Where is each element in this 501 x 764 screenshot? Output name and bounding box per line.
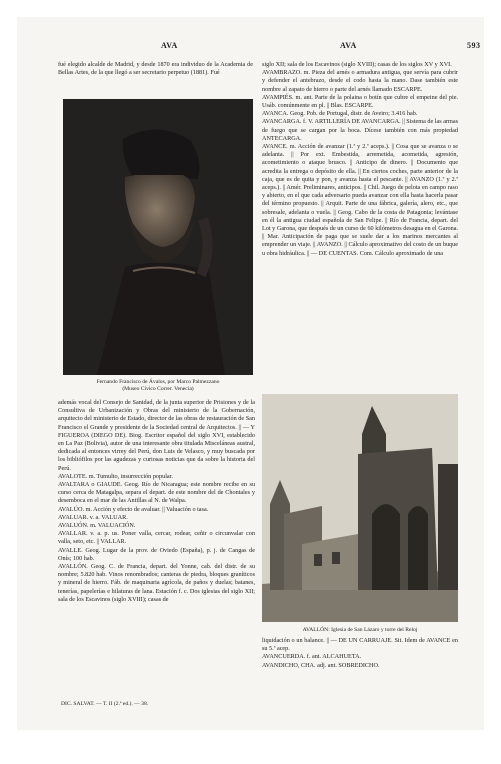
entry-avalote: AVALOTE. m. Tumulto, insurrección popular.	[58, 472, 173, 480]
entry-avalle: AVALLE. Geog. Lugar de la prov. de Oviedo (España), p. j. de Cangas de Onís; 100 hab.	[58, 546, 255, 562]
left-column-top	[58, 61, 253, 95]
entry-avance: AVANCE. m. Acción de avanzar (1.ª y 2.ª aceps.). || Cosa que se avanza o se adelanta. || Por ext. Embestida, arremetida, acometida, agresión, acometimiento o ataque brusco. || Anticipo de dinero. || Documento que acredita la entrega o depósito de ella. || En ciertos coches, parte anterior de la caja, que es de quita y pon, y avanza hasta el pescante. || AVANZO (1.ª y 2.ª aceps.). || Amér. Preliminares, anticipos. || Chil. Juego de pelota en campo raso y abierto, en el que cada adversario pueda avanzar con ella hasta hacerla pasar del término propuesto. || Arquit. Parte de una fábrica, galería, alero, etc., que sobresale, adelanta o vuela. || Geog. Cabo de la costa de Patagonia; levántase en él la antigua ciudad española de San Felipe. || Río de Francia, depart. del Lot y Garona, que después de un curso de 60 kilómetros desagua en el Garona. || Mar. Anticipación de paga que se suele dar a los marinos mercantes al emprender un viaje. || AVANZO. || Cálculo aproximativo del costo de un buque u obra hidráulica. || — DE CUENTAS. Com. Cálculo aproximado de una	[262, 143, 458, 257]
running-head-center: AVA	[340, 41, 357, 50]
dictionary-page	[17, 17, 484, 730]
church-caption: AVALLÓN: Iglesia de San Lázaro y torre del Reloj	[302, 627, 418, 633]
page-number: 593	[467, 41, 481, 50]
portrait-caption	[63, 379, 253, 393]
portrait-image	[63, 99, 253, 375]
entry-avaluo: AVALÚO. m. Acción y efecto de avaluar. || Valuación o tasa.	[58, 505, 209, 513]
entry-avanca: AVANCA. Geog. Pob. de Portugal, distr. de Aveiro; 3.416 hab.	[262, 110, 418, 118]
portrait-caption-line: (Museo Cívico Correr. Venecia)	[122, 386, 194, 392]
entry-avallar: AVALLAR. v. a. p. us. Poner valla, cercar, rodear, ceñir o circunvalar con valla, seto, etc. || VALLAR.	[58, 530, 255, 546]
portrait-caption-line: Fernando Francisco de Ávalos, por Marco Palmezzano	[96, 379, 220, 385]
paragraph: además vocal del Consejo de Sanidad, de la junta superior de Prisiones y de la Consultiva de Urbanización y Obras del ministerio de la Gobernación, arquitecto del ministerio de Estado, director de las obras de restauración de San Francisco el Grande y presidente de la Sociedad central de Arquitectos. || — Y FIGUEROA (DIEGO DE). Biog. Escritor español del siglo XVI, establecido en La Paz (Bolivia), autor de una interesante obra titulada Misceláneas austral, dedicada al entonces virrey del Perú, don Luis de Velasco, y muy buscada por los bibliófilos por las agudezas y curiosas noticias que da sobre la historia del Perú.	[58, 399, 255, 472]
paragraph: fué elegido alcalde de Madrid, y desde 1870 era individuo de la Academia de Bellas Artes, de la que llegó a ser secretario perpetuo (1881). Fué	[58, 61, 253, 77]
entry-avancuerda: AVANCUERDA. f. ant. ALCAHUETA.	[262, 653, 362, 661]
entry-avambrazo: AVAMBRAZO. m. Pieza del arnés o armadura antigua, que servía para cubrir y defender el antebrazo, desde el codo hasta la mano. Dase también este nombre al zapato de hierro o parte del arnés llamado ESCARPE.	[262, 69, 458, 93]
paragraph: liquidación o un balance. || — DE UN CARRUAJE. Sit. Idem de AVANCE en su 5.ª acep.	[262, 637, 458, 653]
right-column-top	[262, 61, 458, 389]
entry-avandicho: AVANDICHO, CHA. adj. ant. SOBREDICHO.	[262, 661, 380, 669]
entry-avaluon: AVALUÓN. m. VALUACIÓN.	[58, 522, 136, 530]
paragraph: siglo XII; sala de los Escavinos (siglo XVIII); casas de los siglos XV y XVI.	[262, 61, 452, 68]
entry-avallon: AVALLÓN. Geog. C. de Francia, depart. del Yonne, cab. del distr. de su nombre; 5.820 hab. Vinos renombrados; canteras de piedra, bloques graníticos y mineral de hierro. Fáb. de maquinaria agrícola, de paños y duelas; batanes, tenerías, papelerías e hilaturas de lana. Estación f. c. Dos iglesias del siglo XII; sala de los Escavinos (siglo XVIII); casas de	[58, 563, 255, 603]
entry-avampies: AVAMPIÉS. m. ant. Parte de la polaina o botín que cubre el empeine del pie. Usáb. comúnmente en pl. || Blas. ESCARPE.	[262, 93, 458, 110]
left-column-bottom	[58, 399, 255, 695]
footer-signature: DIC. SALVAT. — T. II (2.ª ed.). — 38.	[61, 701, 149, 707]
right-column-bottom	[262, 637, 458, 701]
entry-avaluar: AVALUAR. v. a. VALUAR.	[58, 513, 128, 521]
church-photo	[262, 394, 458, 622]
portrait-illustration	[63, 99, 253, 375]
entry-avancarga: AVANCARGA. f. V. ARTILLERÍA DE AVANCARGA. || Sistema de las armas de fuego que se cargan por la boca. Dícese también con más propiedad ANTECARGA.	[262, 118, 458, 142]
entry-avaltara: AVALTARA o GIAUDE. Geog. Río de Nicaragua; este nombre recibe en su curso cerca de Matagalpa, separa el depart. de este nombre del de Chontales y desemboca en el mar de las Antillas al N. de Walpa.	[58, 481, 255, 505]
running-head-left: AVA	[161, 41, 178, 50]
church-illustration	[262, 394, 458, 622]
